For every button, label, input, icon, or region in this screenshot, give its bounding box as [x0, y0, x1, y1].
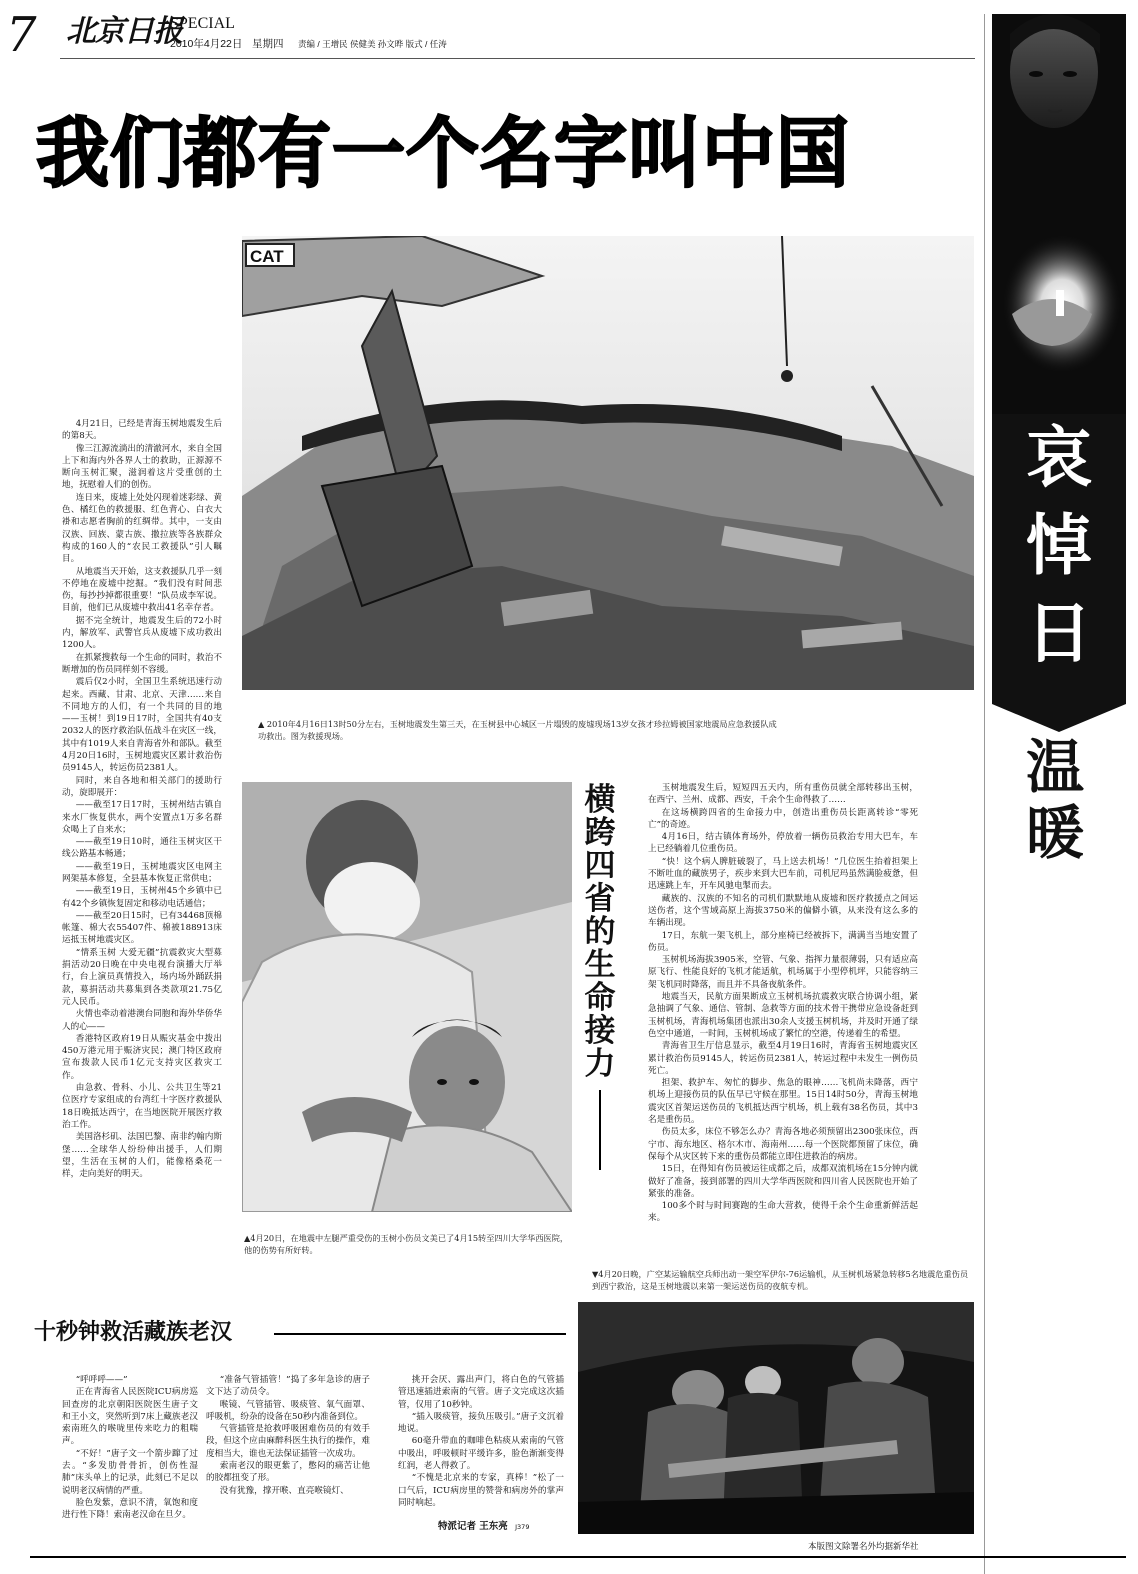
airlift-photo [578, 1302, 974, 1534]
rubble-photo-caption: ▲ 2010年4月16日13时50分左右，玉树地震发生第三天，在玉树县中心城区一片塌毁的废墟现场13岁女孩才珍拉姆被国家地震局应急救援队成功救出。图为救援现场。 [258, 719, 777, 741]
article-paragraph: 伤员太多，床位不够怎么办？青海各地必须预留出2300张床位，西宁市、海东地区、格尔木市、海南州……每一个医院都预留了床位，确保每个从灾区转下来的重伤员都能立即住进救治的病房。 [648, 1127, 918, 1162]
article-paragraph: 地震当天，民航方面果断成立玉树机场抗震救灾联合协调小组，紧急抽调了气象、通信、管制、急救等方面的技术骨干携带应急设备赶到玉树机场，青海机场集团也派出30余人支援玉树机场，并及时开通了绿色空中通道，一时间，玉树机场成了繁忙的空港，传递着生的希望。 [648, 992, 918, 1039]
article-paragraph: “准备气管插管！”捣了多年急诊的唐子文下达了动员令。 [206, 1375, 370, 1398]
article-paragraph: 同时，来自各地和相关部门的援助行动，旋即展开： [62, 775, 222, 798]
masthead-rule [60, 58, 975, 59]
page-bottom-rule [30, 1556, 1126, 1558]
article-paragraph: 15日，在得知有伤员被运往成都之后，成都双流机场在15分钟内就做好了准备，接到部署的四川大学华西医院和四川省人民医院也开始了紧张的准备。 [648, 1164, 918, 1199]
relay-title-rule [599, 1090, 601, 1170]
relay-title-char: 的 [584, 914, 616, 950]
bottom-title-rule [274, 1333, 566, 1335]
article-paragraph: 美国洛杉矶、法国巴黎、南非约翰内斯堡……全球华人纷纷伸出援手，人们期望，生活在玉树的人们，能像格桑花一样，走向美好的明天。 [62, 1132, 222, 1180]
article-paragraph: 100多个时与时间赛跑的生命大营救，使得千余个生命重新鲜活起来。 [648, 1201, 918, 1224]
article-paragraph: 从地震当天开始，这支救援队几乎一刻不停地在废墟中挖掘。“我们没有时间悲伤，每抄抄掉都很重要！”队员成李军说。目前，他们已从废墟中救出41名幸存者。 [62, 566, 222, 614]
article-paragraph: ——截至20日15时，已有34468顶棉帐篷、棉大衣55407件、棉被188913床运抵玉树地震灾区。 [62, 910, 222, 946]
section-label: SPECIAL [170, 15, 235, 32]
article-paragraph: 气管插管是抢救呼吸困难伤员的有效手段，但这个应由麻醉科医生执行的操作，难度相当大，谁也无法保证插管一次成功。 [206, 1424, 370, 1459]
editor-credits: 责编 / 王增民 侯健美 孙文晔 版式 / 任涛 [298, 39, 447, 49]
relay-title-char: 省 [584, 881, 616, 917]
bottom-article-col-1 [62, 1374, 198, 1534]
bottom-article-col-2 [206, 1374, 370, 1534]
left-article [62, 418, 222, 1276]
article-paragraph: 玉树地震发生后，短短四五天内，所有重伤员就全部转移出玉树，在西宁、兰州、成都、西安，千余个生命得救了…… [648, 783, 918, 806]
article-paragraph: 据不完全统计，地震发生后的72小时内，解放军、武警官兵从废墟下成功救出1200人。 [62, 615, 222, 651]
article-paragraph: ——截至17日17时，玉树州结古镇自来水厂恢复供水，两个安置点1万多名群众喝上了自来水； [62, 800, 222, 835]
article-paragraph: 17日，东航一架飞机上，部分座椅已经被拆下，满满当当地安置了伤员。 [648, 930, 918, 953]
article-paragraph: 脸色发紫，意识不清，氧饱和度进行性下降！索南老汉命在旦夕。 [62, 1497, 198, 1521]
article-paragraph: 挑开会厌、露出声门，将白色的气管插管迅速插进索南的气管。唐子文完成这次插管，仅用了10秒钟。 [398, 1375, 564, 1410]
article-paragraph: 60毫升带血的咖啡色粘痰从索南的气管中吸出，呼吸顿时平缓许多，脸色渐渐变得红润，老人得救了。 [398, 1436, 564, 1472]
article-paragraph: “情系玉树 大爱无疆”抗震救灾大型募捐活动20日晚在中央电视台演播大厅举行，台上演员真情投入，场内场外踊跃捐款，募捐活动共募集到各类款项21.75亿元人民币。 [62, 947, 222, 1007]
byline-text: 特派记者 王东亮 [438, 1521, 508, 1532]
injured-boy-photo [242, 782, 572, 1212]
sidebar-title-char: 哀 [1026, 419, 1092, 496]
sidebar-subtitle-char: 温 [1025, 733, 1084, 801]
sidebar-candle-photo [992, 14, 1126, 414]
page-number: 7 [6, 7, 37, 63]
article-paragraph: ——截至19日，玉树地震灾区电网主网架基本修复，全县基本恢复正常供电； [62, 861, 222, 884]
plane-photo-caption: ▼4月20日晚，广空某运输航空兵师出动一架空军伊尔-76运输机，从玉树机场紧急转移5名地震危重伤员到西宁救治，这是玉树地震以来第一架运送伤员的夜航专机。 [592, 1269, 969, 1291]
article-paragraph: 由急救、骨科、小儿、公共卫生等21位医疗专家组成的台湾红十字医疗救援队18日晚抵达西宁，在当地医院开展医疗救治工作。 [62, 1083, 222, 1130]
issue-date: 2010年4月22日 [170, 38, 243, 50]
cat-sign-text: CAT [250, 247, 284, 266]
sidebar-subtitle-char: 暖 [1025, 799, 1084, 867]
article-paragraph: 担架、救护车、匆忙的脚步、焦急的眼神……飞机尚未降落，西宁机场上迎接伤员的队伍早已守候在那里。15日14时50分，青海玉树地震灾区首架运送伤员的飞机抵达西宁机场，机上载有38名伤员，其中3名是重伤员。 [648, 1078, 918, 1126]
article-paragraph: 4月21日，已经是青海玉树地震发生后的第8天。 [62, 419, 222, 442]
article-paragraph: 没有犹豫，撑开喉、直亮喉镜灯、 [219, 1485, 349, 1496]
relay-title-char: 跨 [584, 815, 616, 851]
article-paragraph: 藏族的、汉族的不知名的司机们默默地从废墟和医疗救援点之间运送伤者，这个雪域高原上海拔3750米的偏僻小镇，从来没有这么多的车辆出现。 [648, 893, 918, 929]
relay-article-title [578, 784, 622, 1081]
sidebar-subtitle [1000, 734, 1110, 866]
relay-title-char: 生 [584, 947, 616, 983]
article-paragraph: 火情也牵动着港澳台同胞和海外华侨华人的心—— [62, 1009, 222, 1032]
article-paragraph: 正在青海省人民医院ICU病房巡回查房的北京朝阳医院医生唐子文和王小文，突然听到7床上藏族老汉索南班久的喉咙里传来吃力的粗喘声。 [62, 1387, 198, 1447]
reporter-byline [438, 1518, 529, 1532]
relay-title-char: 接 [584, 1013, 616, 1049]
article-paragraph: “插入吸痰管，接负压吸引。”唐子文沉着地说。 [398, 1411, 564, 1435]
article-paragraph: 玉树机场海拔3905米，空管、气象、指挥力量很薄弱，只有适应高原飞行、性能良好的飞机才能适航，机场属于小型停机坪，只能容纳三架飞机同时降落，而且并不具备夜航条件。 [648, 955, 918, 990]
article-paragraph: ——截至19日10时，通往玉树灾区干线公路基本畅通； [62, 837, 222, 860]
relay-article [648, 782, 918, 1252]
article-paragraph: 香港特区政府19日从赈灾基金中拨出450万港元用于赈济灾民；澳门特区政府宣布拨款人民币1亿元支持灾区救灾工作。 [62, 1033, 222, 1081]
sidebar-title-char: 悼 [1026, 507, 1092, 584]
sidebar-title-char: 日 [1026, 595, 1092, 672]
photo-credit: 本版图文除署名外均据新华社 [808, 1541, 919, 1551]
relay-title-char: 四 [584, 848, 616, 884]
paper-name: 北京日报 [66, 14, 182, 49]
sidebar-divider [984, 14, 985, 1574]
relay-title-char: 横 [584, 782, 616, 818]
boy-photo-caption: ▲4月20日，在地震中左腿严重受伤的玉树小伤员文美已了4月15转至四川大学华西医院，他的伤势有所好转。 [244, 1233, 569, 1255]
article-paragraph: 喉镜、气管插管、吸痰管、氧气面罩、呼吸机，纷杂的设备在50秒内准备到位。 [206, 1399, 370, 1422]
article-paragraph: 4月16日，结古镇体育场外，停放着一辆伤员救治专用大巴车，车上已经躺着几位重伤员。 [648, 832, 918, 855]
article-paragraph: “不愧是北京来的专家，真棒！”松了一口气后，ICU病房里的赞誉和病房外的掌声同时响起。 [398, 1473, 564, 1508]
article-paragraph: 像三江源流淌出的清澈河水，来自全国上下和海内外各界人士的救助，正源源不断向玉树汇聚，滋润着这片受重创的土地，抚慰着人们的创伤。 [62, 443, 222, 491]
issue-weekday: 星期四 [252, 38, 284, 50]
article-paragraph: 在抓紧搜救每一个生命的同时，救治不断增加的伤员同样刻不容缓。 [62, 652, 222, 675]
page-headline: 我们都有一个名字叫中国 [36, 109, 850, 200]
article-paragraph: “呼呼呼——” [75, 1375, 128, 1385]
bottom-article-title: 十秒钟救活藏族老汉 [34, 1319, 233, 1345]
article-paragraph: 震后仅2小时，全国卫生系统迅速行动起来。西藏、甘肃、北京、天津……来自不同地方的人们，有一个共同的目的地——玉树！到19日17时，全国共有40支2032人的医疗救治队伍战斗在灾区一线，其中有1019人来自青海省外和部队。截至4月20日16时，玉树地震灾区累计救治伤员9145人，转运伤员2381人。 [62, 677, 222, 774]
rubble-rescue-photo [242, 236, 974, 690]
article-paragraph: 连日来，废墟上处处闪现着迷彩绿、黄色、橘红色的救援服、红色背心、白衣大褂和志愿者胸前的红绸带。其中，一支由汉族、回族、蒙古族、撒拉族等各族群众构成的160人的“农民工救援队”引人瞩目。 [62, 492, 222, 565]
sidebar-title-panel [992, 414, 1126, 734]
article-paragraph: “不好！”唐子文一个箭步蹿了过去。“多发肋骨骨折，创伤性湿肺”床头单上的记录，此刻已不足以说明老汉病情的严重。 [62, 1448, 198, 1496]
bottom-article-col-3 [398, 1374, 564, 1514]
article-paragraph: 在这场横跨四省的生命接力中，创造出重伤员长距离转诊“零死亡”的奇迹。 [648, 807, 918, 830]
byline-code: J379 [515, 1523, 530, 1531]
article-paragraph: 青海省卫生厅信息显示，截至4月19日16时，青海省玉树地震灾区累计救治伤员9145人，转运伤员2381人，转运过程中未发生一例伤员死亡。 [648, 1041, 918, 1076]
article-paragraph: 索南老汉的眼更紫了，憋闷的痛苦让他的胶都扭变了形。 [206, 1461, 370, 1484]
relay-title-char: 力 [584, 1046, 616, 1082]
article-paragraph: “快！这个病人脾脏破裂了，马上送去机场！”几位医生抬着担架上不断吐血的藏族男子，疾步来到大巴车前，司机尼玛虽然满脸疲惫，但迅速跳上车，开车风驰电掣而去。 [648, 856, 918, 892]
article-paragraph: ——截至19日，玉树州45个乡镇中已有42个乡镇恢复固定和移动电话通信； [62, 886, 222, 909]
relay-title-char: 命 [584, 980, 616, 1016]
